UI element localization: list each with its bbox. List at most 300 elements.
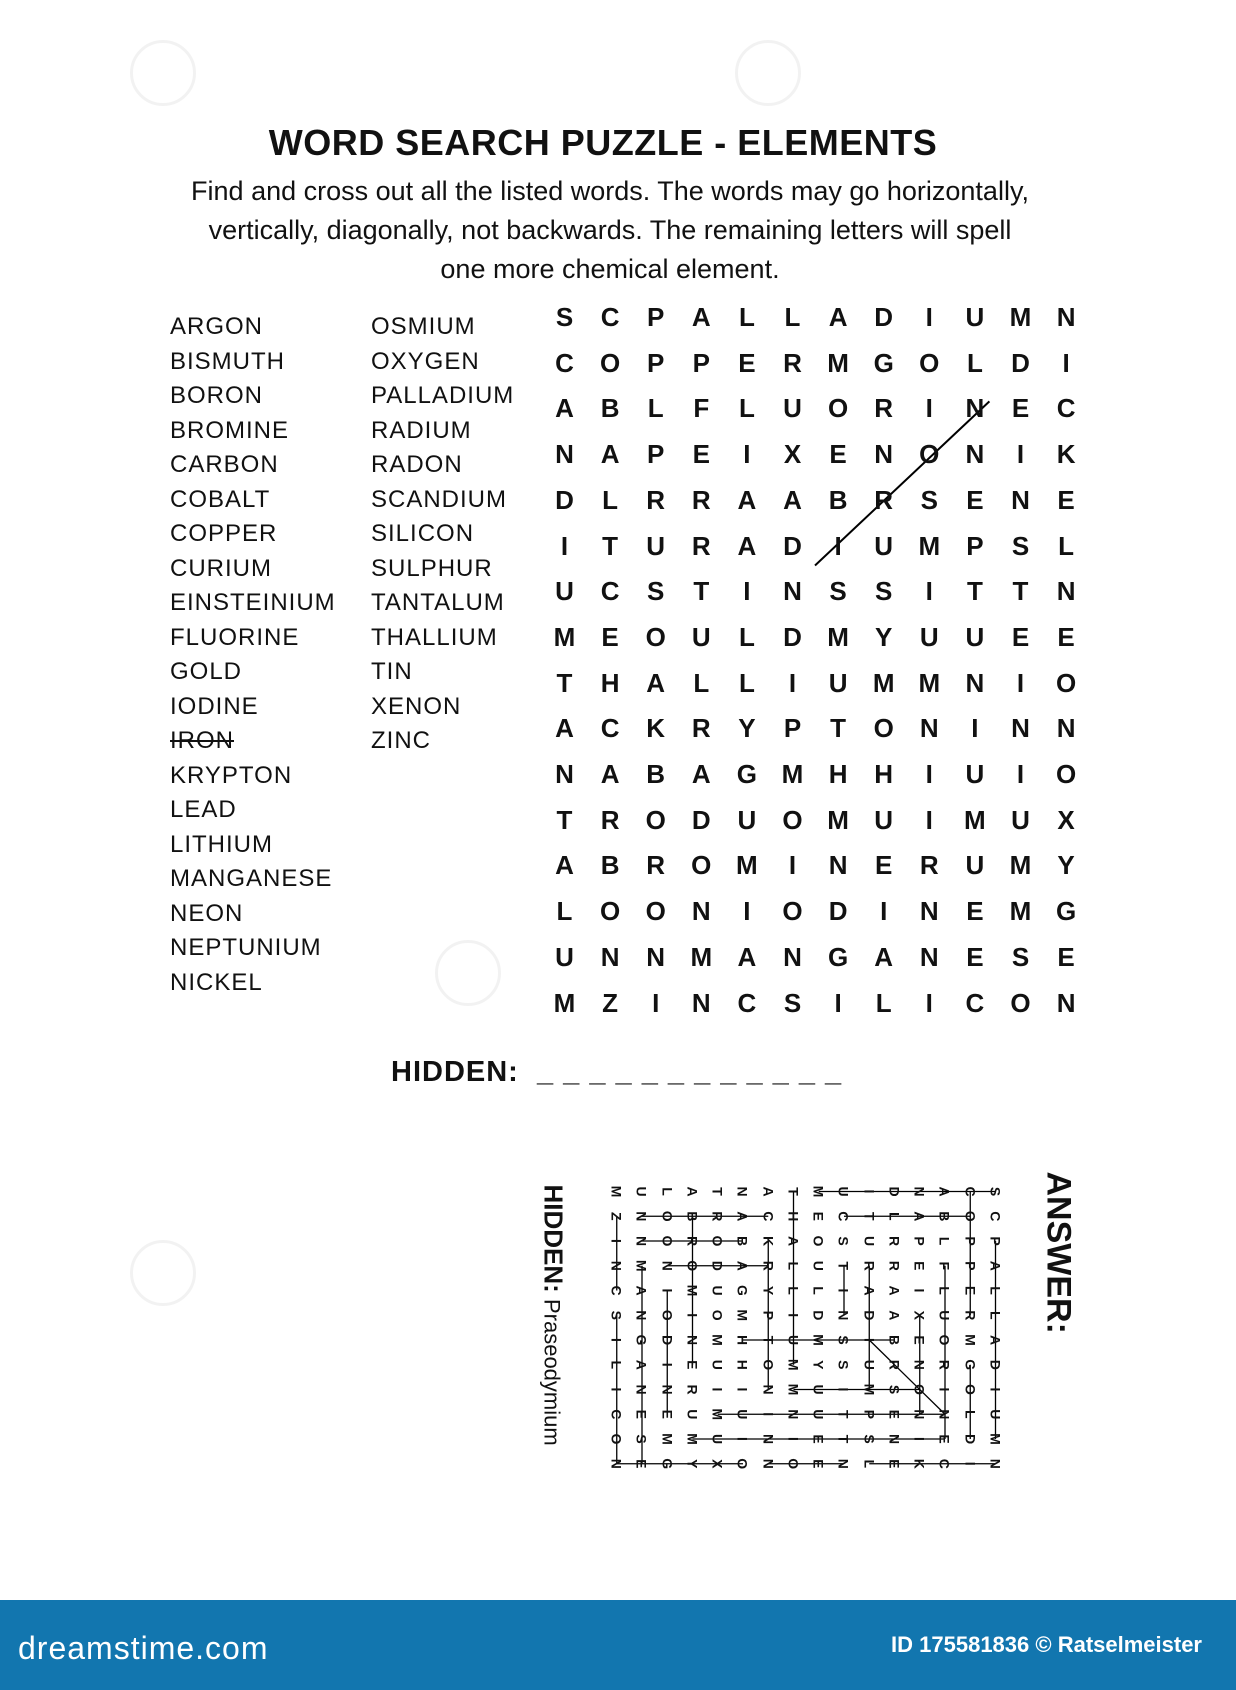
grid-letter[interactable]: L <box>1058 530 1075 561</box>
answer-grid-letter: M <box>785 1383 802 1396</box>
grid-letter[interactable]: I <box>971 713 979 744</box>
grid-letter[interactable]: S <box>555 302 574 332</box>
answer-grid-letter: C <box>608 1409 625 1420</box>
answer-grid-letter: C <box>937 1458 953 1469</box>
grid-letter[interactable]: T <box>556 804 573 835</box>
grid-letter[interactable]: I <box>925 393 933 424</box>
grid-letter[interactable]: T <box>966 576 983 607</box>
answer-grid-letter: C <box>962 1186 979 1197</box>
grid-letter[interactable]: S <box>783 987 802 1018</box>
grid-letter[interactable]: M <box>1009 302 1032 332</box>
answer-grid-letter: T <box>785 1187 802 1196</box>
answer-grid-letter: L <box>962 1409 979 1419</box>
grid-letter[interactable]: N <box>1056 302 1076 332</box>
answer-grid-letter: T <box>861 1211 878 1221</box>
grid-letter[interactable]: N <box>555 439 574 470</box>
grid-letter[interactable]: R <box>646 484 666 515</box>
answer-grid-letter: E <box>886 1459 903 1469</box>
grid-letter[interactable]: R <box>691 713 711 744</box>
grid-letter[interactable]: E <box>738 347 756 378</box>
grid-letter[interactable]: P <box>966 530 984 561</box>
grid-letter[interactable]: E <box>829 439 847 470</box>
answer-grid-letter: B <box>735 1235 751 1247</box>
word-list-item: THALLIUM <box>371 623 498 651</box>
answer-grid-letter: I <box>937 1387 953 1392</box>
grid-letter[interactable]: I <box>743 439 751 470</box>
hidden-label: HIDDEN: <box>391 1056 519 1088</box>
grid-letter[interactable]: O <box>1055 759 1077 789</box>
grid-letter[interactable]: M <box>918 667 941 698</box>
grid-letter[interactable]: I <box>834 987 842 1018</box>
answer-grid-letter: B <box>684 1211 701 1222</box>
grid-letter[interactable]: O <box>599 347 621 378</box>
grid-letter[interactable]: A <box>874 941 894 972</box>
grid-letter[interactable]: U <box>874 530 894 561</box>
grid-letter[interactable]: T <box>602 530 619 561</box>
grid-letter[interactable]: H <box>874 759 894 789</box>
answer-grid-letter: S <box>836 1236 852 1246</box>
answer-grid-letter: P <box>861 1409 878 1419</box>
grid-letter[interactable]: T <box>693 576 710 607</box>
answer-grid-letter: O <box>709 1309 726 1321</box>
grid-letter[interactable]: A <box>555 713 574 744</box>
grid-letter[interactable]: N <box>600 941 620 972</box>
answer-grid-letter: P <box>760 1310 777 1320</box>
grid-letter[interactable]: E <box>1057 484 1075 515</box>
grid-letter[interactable]: R <box>646 850 666 881</box>
grid-letter[interactable]: U <box>1011 804 1030 835</box>
grid-letter[interactable]: I <box>743 576 751 607</box>
grid-letter[interactable]: N <box>828 850 848 881</box>
answer-grid-letter: N <box>760 1384 777 1395</box>
word-list-item: ARGON <box>170 313 264 340</box>
answer-grid-letter: L <box>937 1286 953 1295</box>
grid-letter[interactable]: A <box>555 850 574 881</box>
answer-grid-letter: N <box>760 1458 777 1469</box>
grid-letter[interactable]: O <box>599 896 621 927</box>
grid-letter[interactable]: A <box>828 302 848 332</box>
grid-letter[interactable]: I <box>1016 439 1025 470</box>
grid-letter[interactable]: I <box>1016 759 1025 789</box>
grid-letter[interactable]: N <box>919 941 939 972</box>
grid-letter[interactable]: S <box>829 576 847 607</box>
grid-letter[interactable]: O <box>873 713 894 744</box>
grid-letter[interactable]: A <box>737 484 757 515</box>
grid-letter[interactable]: Z <box>602 987 619 1018</box>
grid-letter[interactable]: R <box>691 530 711 561</box>
answer-grid-letter: E <box>810 1211 827 1221</box>
grid-letter[interactable]: O <box>645 621 666 652</box>
answer-grid-letter: E <box>911 1261 928 1271</box>
answer-grid-letter: D <box>810 1310 827 1321</box>
answer-grid-letter: A <box>937 1186 953 1197</box>
grid-letter[interactable]: U <box>874 804 894 835</box>
grid-letter[interactable]: A <box>600 439 620 470</box>
answer-grid-letter: M <box>735 1309 751 1322</box>
grid-letter[interactable]: S <box>875 576 893 607</box>
answer-grid-letter: I <box>911 1437 928 1441</box>
word-list-item: SCANDIUM <box>371 485 508 513</box>
word-list-column-1 <box>170 310 336 1000</box>
word-list-item: RADIUM <box>371 416 472 444</box>
grid-letter[interactable]: A <box>555 393 574 424</box>
grid-letter[interactable]: P <box>647 439 665 470</box>
grid-letter[interactable]: I <box>1062 347 1070 378</box>
grid-letter[interactable]: U <box>965 759 985 789</box>
answer-grid-letter: D <box>962 1433 979 1445</box>
grid-letter[interactable]: I <box>925 302 933 332</box>
grid-letter[interactable]: L <box>556 896 573 927</box>
answer-grid-letter: I <box>659 1288 676 1293</box>
grid-letter[interactable]: S <box>647 576 665 607</box>
grid-letter[interactable]: U <box>691 621 711 652</box>
answer-grid-letter: X <box>911 1310 928 1320</box>
grid-letter[interactable]: C <box>600 713 620 744</box>
grid-letter[interactable]: U <box>965 850 985 881</box>
grid-letter[interactable]: P <box>783 713 802 744</box>
grid-letter[interactable]: N <box>783 941 802 972</box>
answer-grid-letter: T <box>760 1335 777 1345</box>
grid-letter[interactable]: C <box>600 576 620 607</box>
answer-grid-letter: I <box>911 1288 928 1293</box>
instructions <box>150 172 1070 289</box>
answer-grid-letter: D <box>659 1334 676 1346</box>
answer-grid-letter: L <box>861 1459 878 1469</box>
grid-letter[interactable]: B <box>600 393 620 424</box>
answer-grid-letter: N <box>634 1310 650 1321</box>
grid-letter[interactable]: I <box>925 804 933 835</box>
grid-letter[interactable]: B <box>828 484 848 515</box>
grid-letter[interactable]: N <box>1056 987 1076 1018</box>
answer-grid-letter: U <box>937 1310 953 1321</box>
word-list-item: SULPHUR <box>371 554 493 582</box>
grid-letter[interactable]: P <box>692 347 710 378</box>
grid-letter[interactable]: A <box>737 530 757 561</box>
grid-letter[interactable]: H <box>600 667 620 698</box>
grid-letter[interactable]: G <box>873 347 894 378</box>
answer-grid-letter: I <box>709 1387 726 1392</box>
answer-grid-letter: X <box>709 1459 726 1469</box>
grid-letter[interactable]: M <box>736 850 758 881</box>
answer-grid-letter: E <box>886 1409 903 1419</box>
grid-letter[interactable]: L <box>738 667 755 698</box>
grid-letter[interactable]: L <box>738 393 755 424</box>
grid-letter[interactable]: N <box>691 896 711 927</box>
grid-letter[interactable]: D <box>874 302 894 332</box>
grid-letter[interactable]: I <box>560 530 569 561</box>
grid-letter[interactable]: N <box>1011 713 1030 744</box>
grid-letter[interactable]: U <box>965 302 985 332</box>
grid-letter[interactable]: M <box>918 530 941 561</box>
grid-letter[interactable]: F <box>693 393 710 424</box>
grid-letter[interactable]: N <box>874 439 894 470</box>
grid-letter[interactable]: T <box>1012 576 1029 607</box>
grid-letter[interactable]: C <box>1056 393 1076 424</box>
grid-letter[interactable]: A <box>600 759 620 789</box>
answer-grid-letter: K <box>760 1235 777 1247</box>
grid-letter[interactable]: S <box>1011 530 1030 561</box>
grid-letter[interactable]: R <box>874 393 894 424</box>
answer-grid-letter: N <box>937 1409 953 1420</box>
grid-letter[interactable]: I <box>925 759 933 789</box>
grid-letter[interactable]: C <box>555 347 574 378</box>
grid-letter[interactable]: U <box>783 393 802 424</box>
grid-letter[interactable]: O <box>782 896 803 927</box>
answer-grid-letter: I <box>861 1338 878 1342</box>
grid-letter[interactable]: R <box>691 484 711 515</box>
grid-letter[interactable]: E <box>1011 393 1030 424</box>
grid-letter[interactable]: S <box>920 484 938 515</box>
grid-letter[interactable]: M <box>964 804 986 835</box>
grid-letter[interactable]: I <box>880 896 888 927</box>
grid-letter[interactable]: G <box>1055 896 1077 927</box>
grid-letter[interactable]: A <box>691 759 711 789</box>
grid-letter[interactable]: K <box>1056 439 1076 470</box>
grid-letter[interactable]: I <box>1016 667 1025 698</box>
grid-letter[interactable]: K <box>646 713 666 744</box>
grid-letter[interactable]: M <box>827 804 849 835</box>
grid-letter[interactable]: B <box>600 850 620 881</box>
grid-letter[interactable]: L <box>693 667 710 698</box>
grid-letter[interactable]: M <box>1009 896 1032 927</box>
answer-grid-letter: U <box>861 1359 878 1370</box>
grid-letter[interactable]: U <box>737 804 757 835</box>
answer-grid-letter: C <box>836 1211 852 1222</box>
answer-grid-letter: H <box>735 1359 751 1370</box>
answer-grid-letter: O <box>810 1235 827 1247</box>
answer-grid-letter: O <box>785 1458 802 1470</box>
answer-grid-letter: S <box>861 1434 878 1444</box>
answer-grid-letter: Z <box>608 1211 625 1221</box>
grid-letter[interactable]: D <box>691 804 711 835</box>
answer-grid-letter: M <box>861 1383 878 1396</box>
grid-letter[interactable]: U <box>828 667 848 698</box>
answer-grid-letter: E <box>634 1409 650 1419</box>
answer-grid-letter: T <box>836 1261 852 1271</box>
answer-grid-letter: R <box>861 1260 878 1271</box>
grid-letter[interactable]: I <box>743 896 751 927</box>
grid-letter[interactable]: X <box>783 439 802 470</box>
grid-letter[interactable]: Y <box>1057 850 1075 881</box>
grid-letter[interactable]: A <box>737 941 757 972</box>
answer-grid-letter: R <box>937 1359 953 1370</box>
answer-grid-letter: R <box>886 1359 903 1370</box>
grid-letter[interactable]: M <box>553 987 576 1018</box>
grid-letter[interactable]: U <box>919 621 939 652</box>
answer-grid-letter: U <box>709 1433 726 1445</box>
grid-letter[interactable]: N <box>1056 713 1076 744</box>
grid-letter[interactable]: O <box>1055 667 1077 698</box>
grid-letter[interactable]: X <box>1057 804 1075 835</box>
grid-letter[interactable]: R <box>783 347 802 378</box>
word-list-item: FLUORINE <box>170 623 300 651</box>
answer-grid-letter: I <box>785 1437 802 1441</box>
grid-letter[interactable]: I <box>925 576 933 607</box>
grid-letter[interactable]: C <box>965 987 985 1018</box>
word-list-item: GOLD <box>170 658 243 685</box>
grid-letter[interactable]: C <box>737 987 757 1018</box>
answer-grid-letter: A <box>987 1260 1004 1271</box>
answer-grid-letter: N <box>608 1458 625 1469</box>
grid-letter[interactable]: O <box>645 896 666 927</box>
grid-letter[interactable]: I <box>925 987 933 1018</box>
grid-letter[interactable]: N <box>646 941 666 972</box>
answer-grid-letter: I <box>962 1461 979 1466</box>
grid-letter[interactable]: U <box>555 576 574 607</box>
grid-letter[interactable]: R <box>919 850 939 881</box>
grid-letter[interactable]: O <box>919 439 940 470</box>
grid-letter[interactable]: A <box>783 484 802 515</box>
answer-grid-letter: N <box>911 1409 928 1420</box>
grid-letter[interactable]: A <box>691 302 711 332</box>
hidden-answer-field <box>391 1056 842 1089</box>
grid-letter[interactable]: M <box>827 347 849 378</box>
grid-letter[interactable]: C <box>600 302 620 332</box>
grid-letter[interactable]: I <box>788 850 797 881</box>
grid-letter[interactable]: D <box>555 484 574 515</box>
answer-grid-letter: H <box>785 1211 802 1222</box>
answer-grid-letter: N <box>886 1433 903 1445</box>
grid-letter[interactable]: M <box>690 941 713 972</box>
grid-letter[interactable]: I <box>788 667 797 698</box>
grid-letter[interactable]: L <box>784 302 801 332</box>
grid-letter[interactable]: N <box>965 667 985 698</box>
answer-grid-letter: R <box>760 1260 777 1271</box>
grid-letter[interactable]: U <box>555 941 574 972</box>
word-list-item: NEON <box>170 899 244 927</box>
answer-grid-letter: M <box>684 1433 701 1445</box>
word-list-item: LEAD <box>170 796 237 823</box>
grid-letter[interactable]: D <box>828 896 848 927</box>
word-list-item: TIN <box>371 658 413 685</box>
grid-letter[interactable]: M <box>872 667 895 698</box>
answer-grid-letter: D <box>709 1260 726 1271</box>
grid-letter[interactable]: N <box>783 576 802 607</box>
grid-letter[interactable]: N <box>965 393 985 424</box>
grid-letter[interactable]: B <box>646 759 666 789</box>
grid-letter[interactable]: E <box>966 941 984 972</box>
answer-grid-letter: E <box>684 1360 701 1370</box>
answer-grid-letter: R <box>684 1384 701 1395</box>
word-list-item: CURIUM <box>170 554 272 582</box>
grid-letter[interactable]: L <box>602 484 619 515</box>
grid-letter[interactable]: G <box>736 759 757 789</box>
grid-letter[interactable]: R <box>600 804 620 835</box>
grid-letter[interactable]: O <box>782 804 803 835</box>
grid-letter[interactable]: T <box>830 713 847 744</box>
grid-letter[interactable]: U <box>646 530 666 561</box>
answer-grid-letter: P <box>987 1236 1004 1246</box>
grid-letter[interactable]: P <box>647 347 665 378</box>
grid-letter[interactable]: O <box>645 804 666 835</box>
grid-letter[interactable]: L <box>647 393 664 424</box>
grid-letter[interactable]: N <box>1011 484 1030 515</box>
answer-grid-letter: U <box>684 1409 701 1420</box>
grid-letter[interactable]: E <box>601 621 619 652</box>
grid-letter[interactable]: L <box>966 347 983 378</box>
answer-grid-letter: M <box>810 1185 827 1198</box>
grid-letter[interactable]: I <box>834 530 842 561</box>
grid-letter[interactable]: L <box>875 987 892 1018</box>
dreamstime-logo[interactable]: dreamstime.com <box>18 1630 269 1666</box>
answer-grid-letter: M <box>962 1334 979 1346</box>
grid-letter[interactable]: N <box>919 713 939 744</box>
word-list-item: EINSTEINIUM <box>170 589 336 616</box>
grid-letter[interactable]: E <box>966 484 984 515</box>
word-list-item: MANGANESE <box>170 865 333 892</box>
grid-letter[interactable]: N <box>919 896 939 927</box>
grid-letter[interactable]: E <box>1057 941 1075 972</box>
answer-grid-letter: I <box>735 1387 751 1392</box>
grid-letter[interactable]: M <box>553 621 576 652</box>
grid-letter[interactable]: O <box>919 347 940 378</box>
grid-letter[interactable]: Y <box>875 621 893 652</box>
grid-letter[interactable]: E <box>966 896 984 927</box>
answer-grid-letter: M <box>709 1334 726 1346</box>
grid-letter[interactable]: D <box>1011 347 1030 378</box>
answer-grid-letter: R <box>684 1235 701 1247</box>
word-list-item: SILICON <box>371 520 475 547</box>
grid-letter[interactable]: O <box>827 393 849 424</box>
answer-grid-letter: S <box>608 1310 625 1320</box>
grid-letter[interactable]: L <box>738 621 755 652</box>
answer-grid-letter: M <box>608 1185 625 1198</box>
grid-letter[interactable]: D <box>783 530 802 561</box>
grid-letter[interactable]: L <box>738 302 755 332</box>
grid-letter[interactable]: N <box>555 759 574 789</box>
answer-grid-letter: R <box>709 1211 726 1222</box>
answer-grid-letter: G <box>962 1359 979 1371</box>
grid-letter[interactable]: U <box>965 621 985 652</box>
grid-letter[interactable]: O <box>691 850 712 881</box>
grid-letter[interactable]: E <box>692 439 710 470</box>
grid-letter[interactable]: A <box>646 667 666 698</box>
page-title: WORD SEARCH PUZZLE - ELEMENTS <box>268 122 938 163</box>
grid-letter[interactable]: S <box>1011 941 1030 972</box>
grid-letter[interactable]: H <box>828 759 848 789</box>
grid-letter[interactable]: D <box>783 621 802 652</box>
answer-grid-letter: D <box>987 1359 1004 1370</box>
answer-grid-letter: I <box>684 1313 701 1318</box>
grid-letter[interactable]: E <box>1057 621 1075 652</box>
answer-grid-letter: M <box>987 1433 1004 1445</box>
grid-letter[interactable]: E <box>875 850 893 881</box>
answer-grid-letter: U <box>709 1285 726 1296</box>
grid-letter[interactable]: M <box>827 621 849 652</box>
answer-grid-letter: C <box>987 1211 1004 1222</box>
grid-letter[interactable]: Y <box>738 713 756 744</box>
grid-letter[interactable]: I <box>652 987 660 1018</box>
grid-letter[interactable]: E <box>1011 621 1030 652</box>
grid-letter[interactable]: N <box>691 987 711 1018</box>
answer-grid-letter: O <box>962 1384 979 1395</box>
grid-letter[interactable]: R <box>874 484 894 515</box>
grid-letter[interactable]: N <box>965 439 985 470</box>
answer-hidden-label: HIDDEN: <box>538 1184 569 1293</box>
answer-grid-letter: N <box>659 1384 676 1395</box>
answer-grid-letter: T <box>709 1187 726 1196</box>
answer-grid-letter: B <box>886 1334 903 1346</box>
grid-letter[interactable]: O <box>1010 987 1031 1018</box>
grid-letter[interactable]: P <box>647 302 665 332</box>
grid-letter[interactable]: G <box>827 941 849 972</box>
grid-letter[interactable]: N <box>1056 576 1076 607</box>
grid-letter[interactable]: M <box>1009 850 1032 881</box>
grid-letter[interactable]: M <box>781 759 804 789</box>
grid-letter[interactable]: T <box>556 667 573 698</box>
answer-grid-letter: A <box>634 1285 650 1296</box>
word-list-item: KRYPTON <box>170 761 293 789</box>
